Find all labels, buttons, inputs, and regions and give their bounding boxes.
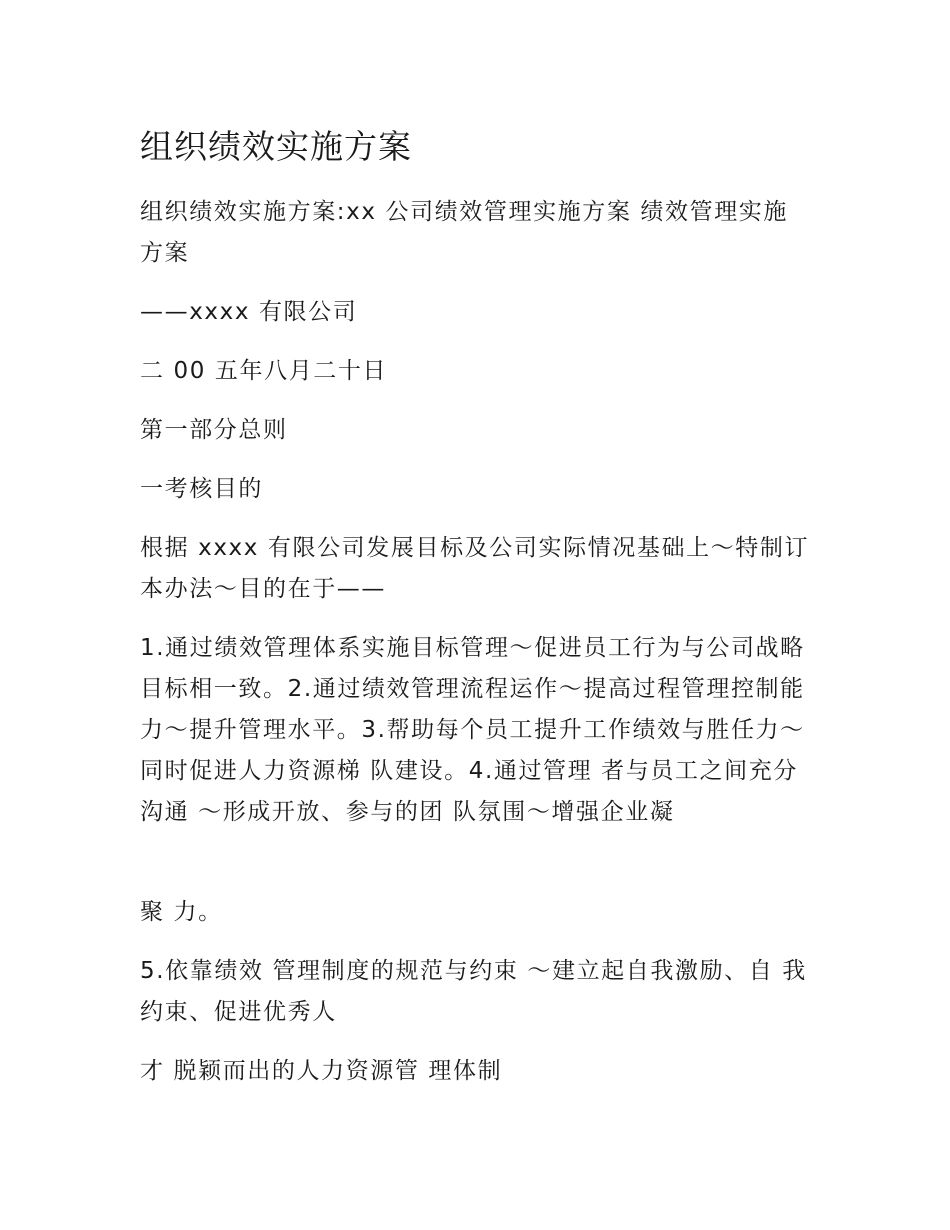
subtitle-paragraph: 组织绩效实施方案:xx 公司绩效管理实施方案 绩效管理实施方案 [140, 199, 788, 266]
company-line: ——xxxx 有限公司 [140, 299, 358, 325]
purpose-paragraph: 根据 xxxx 有限公司发展目标及公司实际情况基础上～特制订本办法～目的在于—— [140, 535, 810, 602]
goal-five-paragraph: 5.依靠绩效 管理制度的规范与约束 ～建立起自我激励、自 我约束、促进优秀人 [140, 958, 807, 1025]
goals-continuation: 聚 力。 [140, 899, 223, 925]
goal-five-continuation: 才 脱颖而出的人力资源管 理体制 [140, 1058, 503, 1084]
goals-paragraph: 1.通过绩效管理体系实施目标管理～促进员工行为与公司战略目标相一致。2.通过绩效管理流程运作～提高过程管理控制能力～提升管理水平。3.帮助每个员工提升工作绩效与胜任力～同时促进人力资源梯 队建设。4.通过管理 者与员工之间充分沟通 ～形成开放、参与的团 队氛围～增强企业凝 [140, 635, 805, 825]
document-title: 组织绩效实施方案 [140, 127, 412, 166]
date-line: 二 00 五年八月二十日 [140, 358, 388, 384]
section-heading: 第一部分总则 [140, 417, 288, 443]
subsection-heading: 一考核目的 [140, 476, 263, 502]
